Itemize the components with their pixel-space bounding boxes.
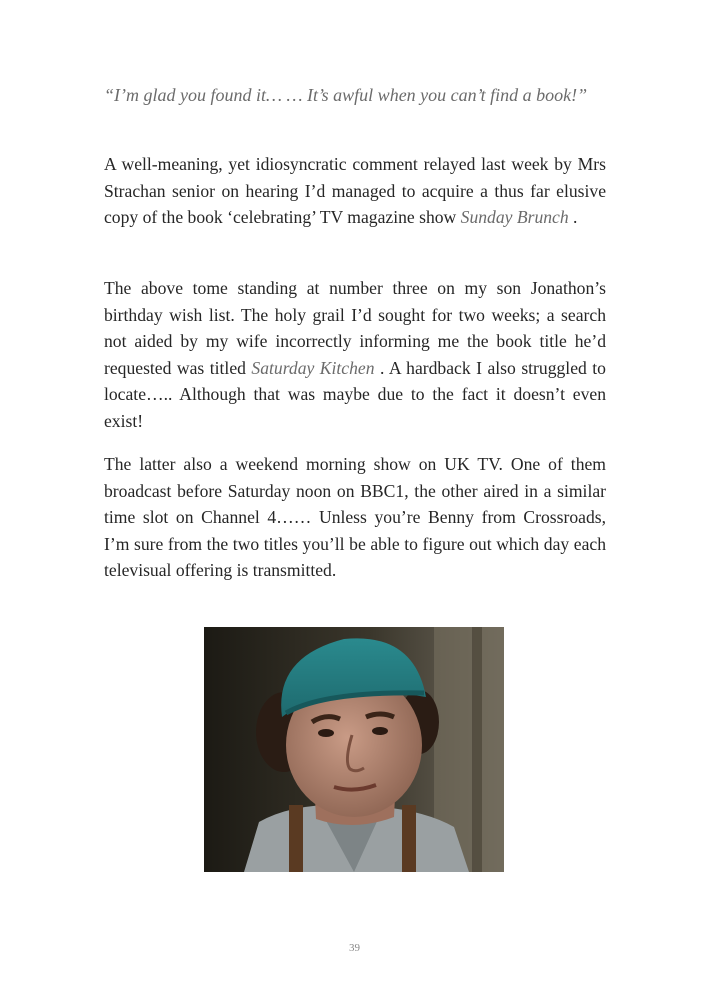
page-number: 39 bbox=[349, 942, 360, 954]
show-title-saturday-kitchen: Saturday Kitchen bbox=[251, 357, 375, 378]
paragraph-saturday-kitchen bbox=[104, 275, 606, 435]
benny-photo-illustration bbox=[204, 627, 504, 872]
paragraph-text: . A hardback I also struggled to locate….. Although that was maybe due to the fact it doesn’t even exist! bbox=[104, 357, 606, 431]
paragraph-sunday-brunch bbox=[104, 151, 606, 231]
show-title-sunday-brunch: Sunday Brunch bbox=[460, 207, 569, 228]
paragraph-text: . bbox=[568, 207, 578, 228]
benny-photo bbox=[204, 627, 504, 872]
paragraph-text: A well-meaning, yet idiosyncratic comment relayed last week by Mrs Strachan senior on hearing I’d managed to acquire a thus far elusive copy of the book ‘celebrating’ TV magazine show bbox=[104, 154, 606, 228]
paragraph-text: The above tome standing at number three on my son Jonathon’s birthday wish list. The holy grail I’d sought for two weeks; a search not aided by my wife incorrectly informing me the book title he’d requested was titled bbox=[104, 278, 606, 378]
opening-quote: “I’m glad you found it… … It’s awful when you can’t find a book!” bbox=[104, 85, 588, 105]
paragraph-weekend-shows: The latter also a weekend morning show on UK TV. One of them broadcast before Saturday noon on BBC1, the other aired in a similar time slot on Channel 4…… Unless you’re Benny from Crossroads, I’m sure from the two titles you’ll be able to figure out which day each televisual offering is transmitted. bbox=[104, 454, 606, 581]
